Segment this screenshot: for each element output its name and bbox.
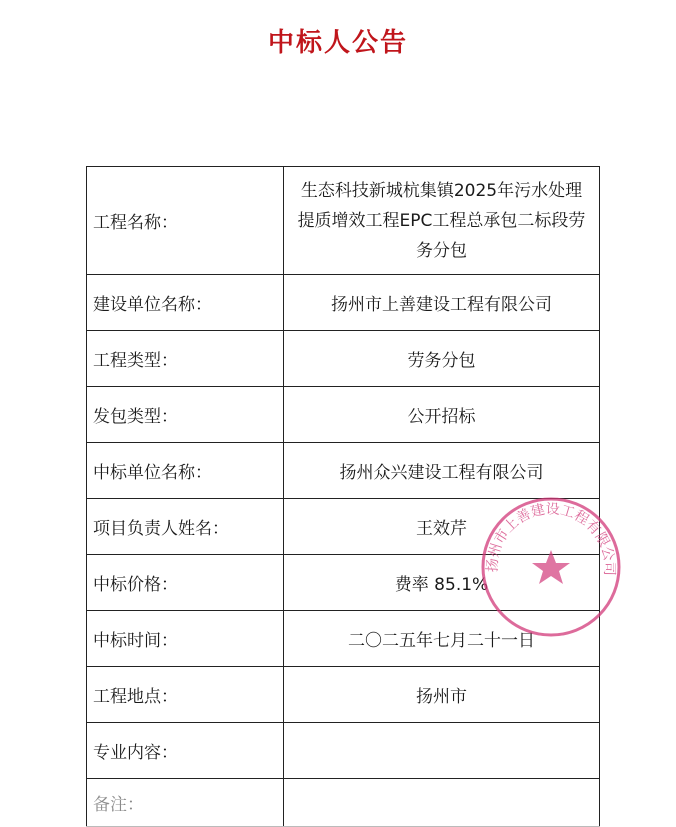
row-label: 中标时间：	[87, 611, 284, 667]
page-title: 中标人公告	[267, 28, 408, 58]
row-label: 项目负责人姓名：	[87, 499, 284, 555]
table-row	[87, 779, 600, 827]
row-label: 中标价格：	[87, 555, 284, 611]
table-row	[87, 167, 600, 275]
project-name-line: 务分包	[416, 240, 467, 261]
announcement-table	[86, 166, 600, 815]
row-label: 工程类型：	[87, 331, 284, 387]
row-label: 中标单位名称：	[87, 443, 284, 499]
table-row	[87, 499, 600, 555]
manager-value: 王效芹	[284, 499, 600, 555]
remarks-value	[284, 779, 600, 827]
table-row	[87, 387, 600, 443]
table-row	[87, 723, 600, 779]
winner-value: 扬州众兴建设工程有限公司	[284, 443, 600, 499]
row-label: 工程地点：	[87, 667, 284, 723]
seal-text: 扬州市上善建设工程有限公司	[484, 501, 618, 576]
location-value: 扬州市	[284, 667, 600, 723]
table-row	[87, 331, 600, 387]
row-label: 发包类型：	[87, 387, 284, 443]
price-value: 费率 85.1%	[284, 555, 600, 611]
specialty-value	[284, 723, 600, 779]
table-row	[87, 611, 600, 667]
date-value: 二〇二五年七月二十一日	[284, 611, 600, 667]
table-row	[87, 667, 600, 723]
project-name-line: 提质增效工程EPC工程总承包二标段劳	[297, 210, 586, 231]
row-label: 建设单位名称：	[87, 275, 284, 331]
table-row	[87, 443, 600, 499]
builder-value: 扬州市上善建设工程有限公司	[284, 275, 600, 331]
project-type-value: 劳务分包	[284, 331, 600, 387]
table-row	[87, 555, 600, 611]
row-label: 工程名称：	[87, 167, 284, 275]
project-name-value	[284, 167, 600, 275]
contract-type-value: 公开招标	[284, 387, 600, 443]
table-row	[87, 275, 600, 331]
project-name-line: 生态科技新城杭集镇2025年污水处理	[300, 180, 583, 201]
row-label: 备注：	[87, 779, 284, 827]
row-label: 专业内容：	[87, 723, 284, 779]
